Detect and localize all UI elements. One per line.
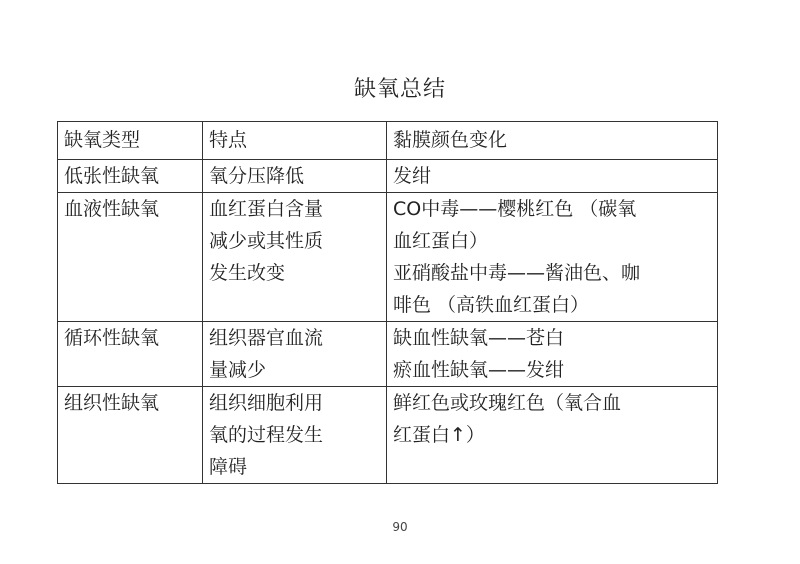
table-row	[58, 322, 718, 387]
cell-text-line: 啡色 （高铁血红蛋白）	[393, 294, 590, 316]
table-row	[58, 387, 718, 484]
cell-features	[203, 387, 387, 484]
cell-text-line: 障碍	[209, 456, 248, 478]
table-header-row	[58, 122, 718, 160]
cell-text-line: 组织器官血流	[209, 327, 324, 349]
cell-color-change	[387, 387, 718, 484]
cell-text-line: 发绀	[393, 165, 432, 187]
cell-color-change	[387, 160, 718, 193]
header-features: 特点	[203, 122, 387, 160]
cell-text: 血液性缺氧	[64, 198, 160, 220]
cell-text-line: 减少或其性质	[209, 230, 324, 252]
cell-text-line: 瘀血性缺氧——发绀	[393, 359, 565, 381]
cell-text: 低张性缺氧	[64, 165, 160, 187]
cell-text-line: 氧分压降低	[209, 165, 305, 187]
cell-text-line: 量减少	[209, 359, 267, 381]
cell-features	[203, 193, 387, 322]
cell-text-line: 血红蛋白）	[393, 230, 489, 252]
cell-hypoxia-type	[58, 160, 203, 193]
table-row	[58, 193, 718, 322]
cell-text: 循环性缺氧	[64, 327, 160, 349]
cell-color-change	[387, 322, 718, 387]
cell-text: 组织性缺氧	[64, 392, 160, 414]
cell-text-line: 鲜红色或玫瑰红色（氧合血	[393, 392, 622, 414]
cell-text-line: 组织细胞利用	[209, 392, 324, 414]
page-number: 90	[392, 520, 408, 534]
header-hypoxia-type: 缺氧类型	[58, 122, 203, 160]
cell-text-line: 红蛋白↑）	[393, 424, 485, 446]
cell-color-change	[387, 193, 718, 322]
cell-features	[203, 322, 387, 387]
header-mucosa-color-change: 黏膜颜色变化	[387, 122, 718, 160]
cell-features	[203, 160, 387, 193]
cell-hypoxia-type	[58, 387, 203, 484]
cell-text-line: 血红蛋白含量	[209, 198, 324, 220]
cell-text-line: 发生改变	[209, 262, 286, 284]
cell-text-line: 亚硝酸盐中毒——酱油色、咖	[393, 262, 641, 284]
cell-text-line: 缺血性缺氧——苍白	[393, 327, 565, 349]
cell-text-line: CO中毒——樱桃红色 （碳氧	[393, 198, 637, 220]
cell-hypoxia-type	[58, 193, 203, 322]
cell-text-line: 氧的过程发生	[209, 424, 324, 446]
table-row	[58, 160, 718, 193]
page-title: 缺氧总结	[353, 77, 446, 102]
cell-hypoxia-type	[58, 322, 203, 387]
hypoxia-summary-table	[57, 121, 718, 484]
